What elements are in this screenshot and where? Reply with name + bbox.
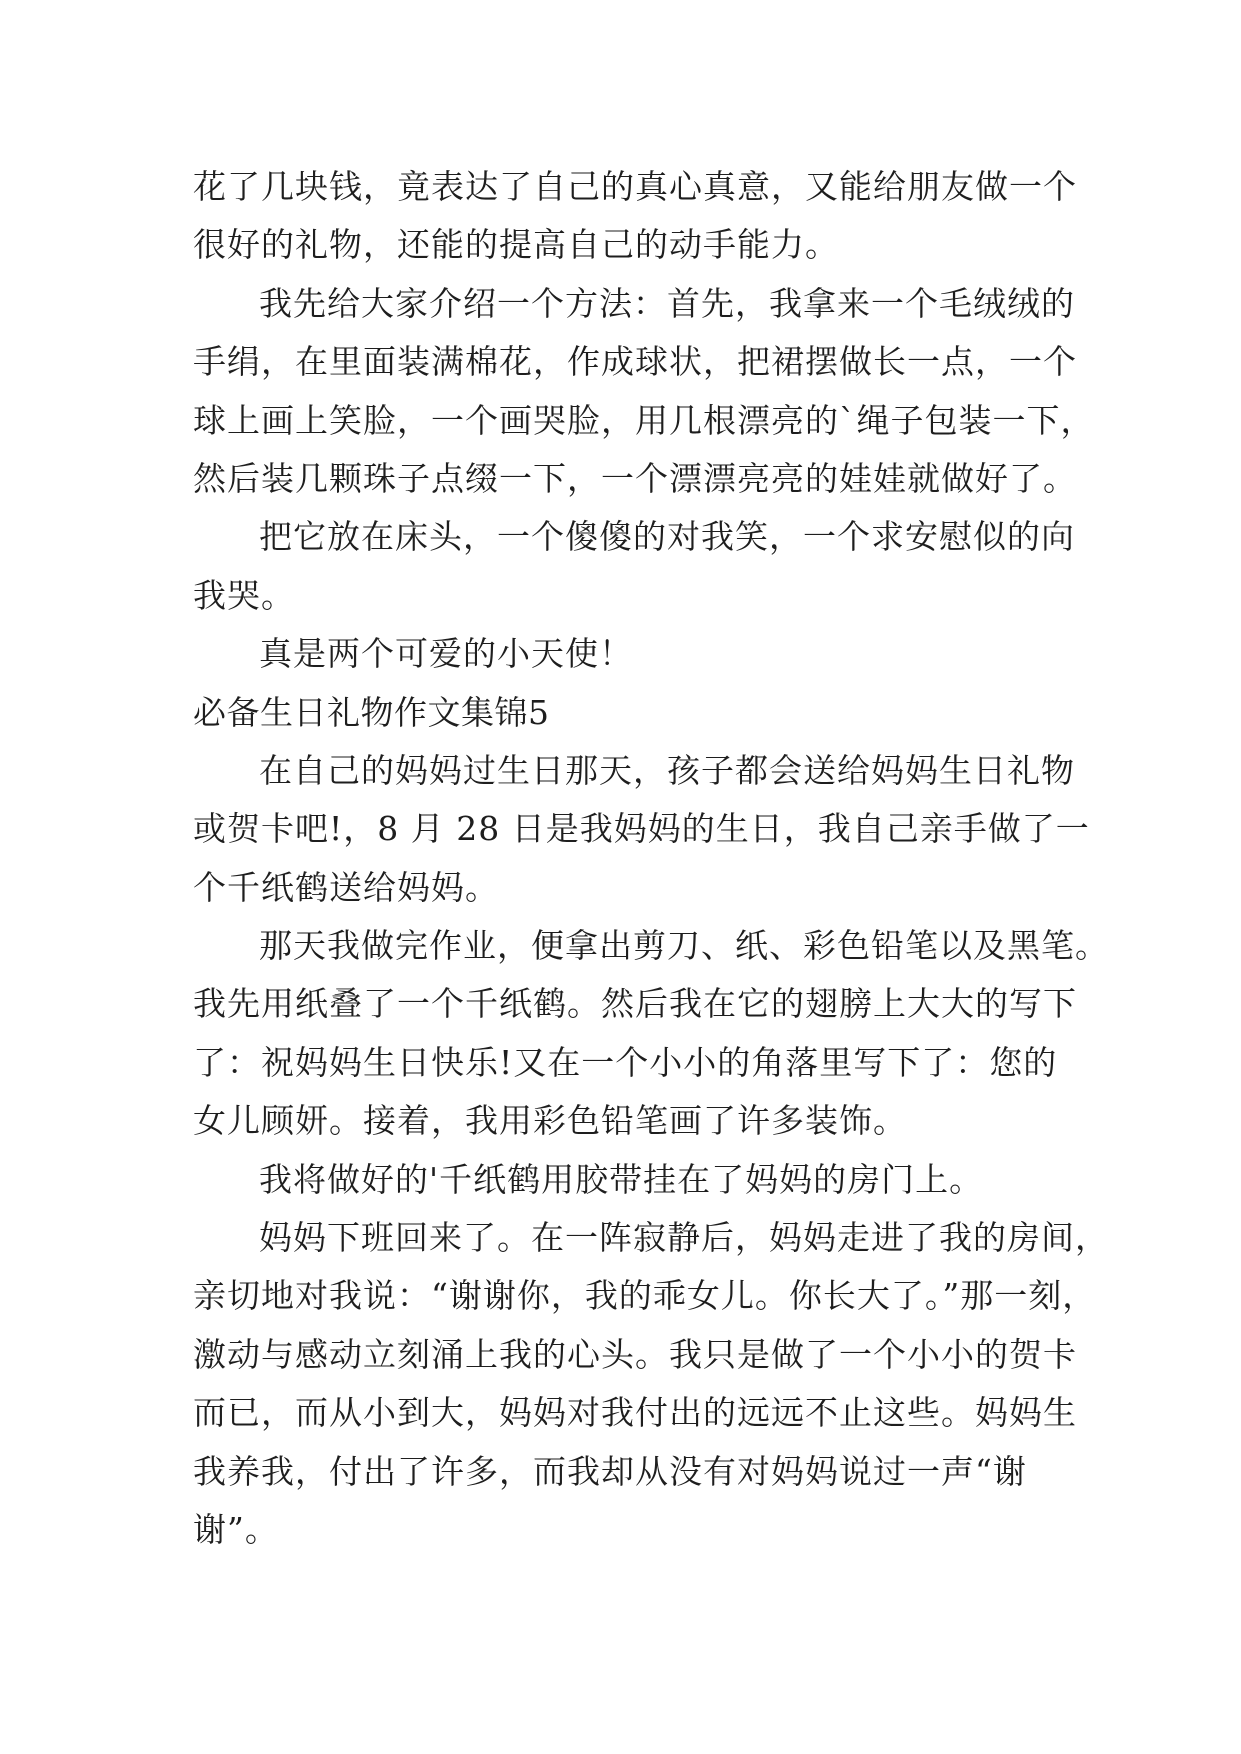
text-line: 花了几块钱，竟表达了自己的真心真意，又能给朋友做一个 xyxy=(193,167,1077,206)
heading-text: 必备生日礼物作文集锦5 xyxy=(193,692,550,732)
paragraph xyxy=(193,625,1073,683)
text-line: 个千纸鹤送给妈妈。 xyxy=(193,867,499,907)
text-line: 了：祝妈妈生日快乐!又在一个小小的角落里写下了：您的 xyxy=(193,1042,1058,1082)
text-line: 我先用纸叠了一个千纸鹤。然后我在它的翅膀上大大的写下 xyxy=(193,984,1077,1024)
text-line: 那天我做完作业，便拿出剪刀、纸、彩色铅笔以及黑笔。 xyxy=(259,926,1109,966)
text-line: 激动与感动立刻涌上我的心头。我只是做了一个小小的贺卡 xyxy=(193,1334,1077,1374)
text-line: 真是两个可爱的小天使！ xyxy=(259,634,633,674)
text-line: 然后装几颗珠子点缀一下，一个漂漂亮亮的娃娃就做好了。 xyxy=(193,458,1077,498)
paragraph xyxy=(193,275,1095,509)
text-line: 把它放在床头，一个傻傻的对我笑，一个求安慰似的向 xyxy=(259,517,1075,557)
text-line: 在自己的妈妈过生日那天，孩子都会送给妈妈生日礼物 xyxy=(259,750,1075,790)
paragraph xyxy=(193,742,1090,917)
paragraph xyxy=(193,508,1073,625)
text-line: 很好的礼物，还能的提高自己的动手能力。 xyxy=(193,225,839,265)
text-line: 我将做好的'千纸鹤用胶带挂在了妈妈的房门上。 xyxy=(259,1159,984,1199)
text-line: 或贺卡吧!，8 月 28 日是我妈妈的生日，我自己亲手做了一 xyxy=(193,809,1090,849)
text-line: 妈妈下班回来了。在一阵寂静后，妈妈走进了我的房间， xyxy=(259,1218,1109,1258)
section-heading xyxy=(193,684,1073,742)
paragraph xyxy=(193,1209,1109,1559)
text-line: 球上画上笑脸，一个画哭脸，用几根漂亮的`绳子包装一下， xyxy=(193,400,1095,440)
text-line: 我先给大家介绍一个方法：首先，我拿来一个毛绒绒的 xyxy=(259,283,1075,323)
paragraph xyxy=(193,158,1077,275)
text-line: 我哭。 xyxy=(193,575,295,615)
text-line: 而已，而从小到大，妈妈对我付出的远远不止这些。妈妈生 xyxy=(193,1393,1077,1433)
paragraph xyxy=(193,1151,1073,1209)
text-line: 女儿顾妍。接着，我用彩色铅笔画了许多装饰。 xyxy=(193,1101,907,1141)
document-body xyxy=(193,158,1109,1559)
text-line: 谢”。 xyxy=(193,1509,279,1549)
text-line: 亲切地对我说：“谢谢你，我的乖女儿。你长大了。”那一刻， xyxy=(193,1276,1097,1316)
paragraph xyxy=(193,917,1109,1151)
text-line: 手绢，在里面装满棉花，作成球状，把裙摆做长一点，一个 xyxy=(193,342,1077,382)
text-line: 我养我，付出了许多，而我却从没有对妈妈说过一声“谢 xyxy=(193,1451,1027,1491)
